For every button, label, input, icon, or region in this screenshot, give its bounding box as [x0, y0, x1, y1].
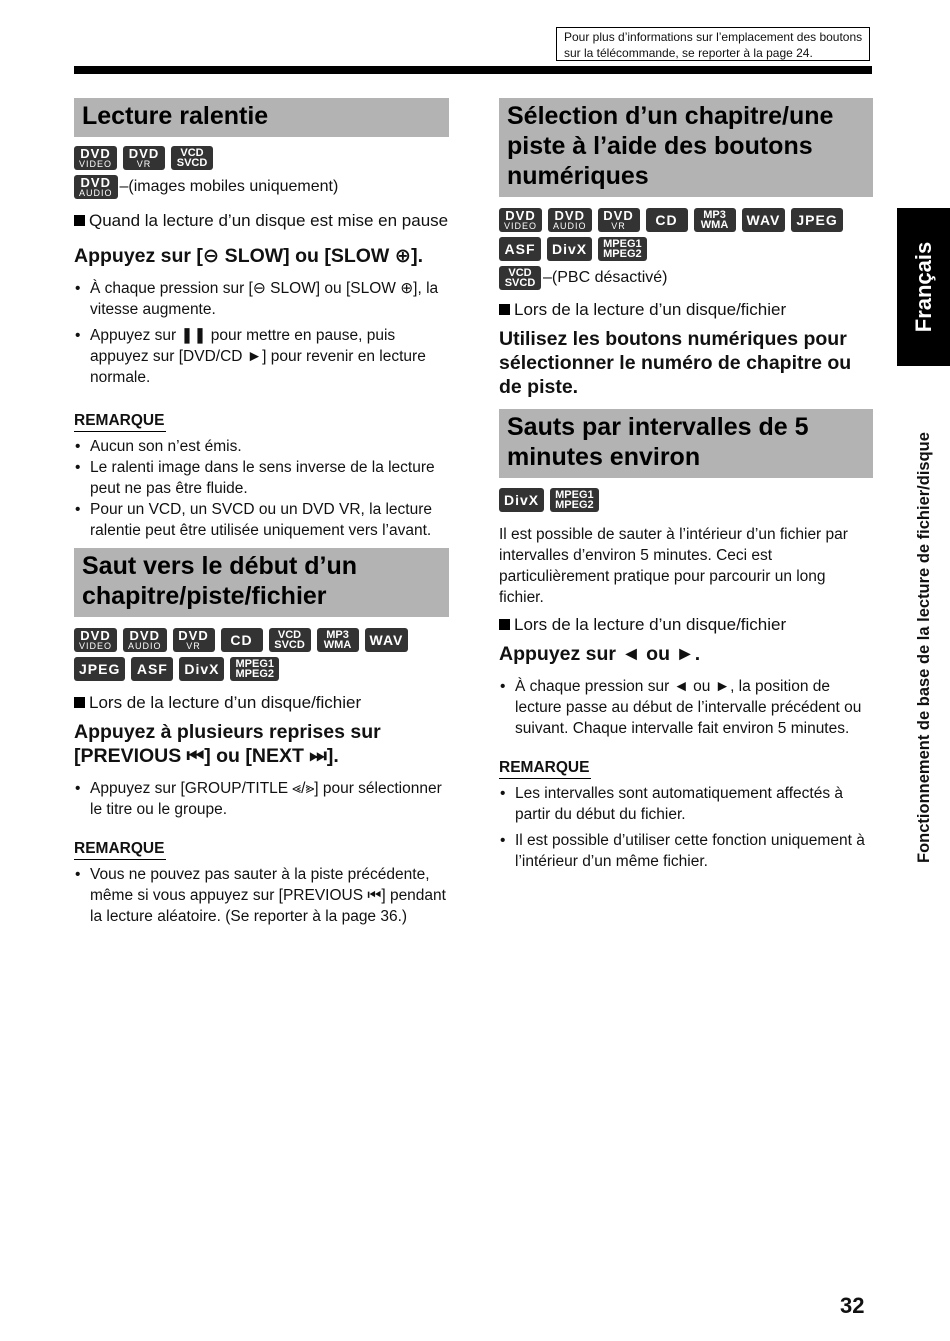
- left-column: [74, 98, 449, 927]
- badge-jpeg: JPEG: [74, 657, 125, 681]
- list-item: • Le ralenti image dans le sens inverse de la lecture peut ne pas être fluide.: [74, 457, 449, 499]
- badge-mpeg1-mpeg2: MPEG1 MPEG2: [230, 657, 279, 681]
- badge-dvd-audio: DVD AUDIO: [74, 175, 118, 199]
- square-bullet-icon: [74, 215, 85, 226]
- interval-description: Il est possible de sauter à l’intérieur d’un fichier par intervalles d’environ 5 minutes. Ceci est particulièrement pratique pour parcourir un long fichier.: [499, 526, 848, 606]
- language-tab: Français: [897, 208, 950, 366]
- badge-dvd-audio: DVD AUDIO: [123, 628, 167, 652]
- remarks-slow: [74, 436, 449, 541]
- badge-note-moving-images: –(images mobiles uniquement): [119, 178, 339, 195]
- badge-dvd-vr: DVD VR: [173, 628, 215, 652]
- badge-note-pbc-off: –(PBC désactivé): [543, 269, 668, 286]
- condition-playback: Lors de la lecture d’un disque/fichier: [74, 691, 449, 714]
- badge-line-vcd: [499, 266, 873, 290]
- remarks-skip: [74, 864, 449, 927]
- instruction-slow: Appuyez sur [⊖ SLOW] ou [SLOW ⊕].: [74, 245, 423, 267]
- badge-cd: CD: [646, 208, 688, 232]
- remark-label: REMARQUE: [499, 758, 591, 779]
- square-bullet-icon: [499, 304, 510, 315]
- section-title-slow-playback: Lecture ralentie: [74, 98, 449, 137]
- instruction-left-right: Appuyez sur ◄ ou ►.: [499, 643, 701, 665]
- badge-asf: ASF: [131, 657, 173, 681]
- section-title-skip-start: Saut vers le début d’un chapitre/piste/fichier: [74, 548, 449, 617]
- badge-cd: CD: [221, 628, 263, 652]
- list-item: • À chaque pression sur ◄ ou ►, la position de lecture passe au début de l’intervalle précédent ou suivant. Chaque intervalle fait environ 5 minutes.: [499, 676, 873, 739]
- badge-dvd-video: DVD VIDEO: [74, 628, 117, 652]
- badge-mpeg1-mpeg2: MPEG1 MPEG2: [598, 237, 647, 261]
- header-rule: [74, 66, 872, 74]
- instruction-number-buttons: Utilisez les boutons numériques pour sélectionner le numéro de chapitre ou de piste.: [499, 328, 852, 398]
- bullets-skip: [74, 778, 449, 820]
- disc-badges-skip: [74, 628, 449, 681]
- list-item: • Appuyez sur [GROUP/TITLE ⪡/⪢] pour sélectionner le titre ou le groupe.: [74, 778, 449, 820]
- badge-dvd-audio: DVD AUDIO: [548, 208, 592, 232]
- badge-mp3-wma: MP3 WMA: [694, 208, 736, 232]
- condition-playback: Lors de la lecture d’un disque/fichier: [499, 613, 873, 636]
- badge-divx: DivX: [547, 237, 592, 261]
- page-reference-note: Pour plus d’informations sur l’emplacement des boutons sur la télécommande, se reporter à la page 24.: [556, 27, 870, 61]
- badge-vcd-svcd: VCD SVCD: [499, 266, 541, 290]
- badge-divx: DivX: [179, 657, 224, 681]
- condition-paused: Quand la lecture d’un disque est mise en pause: [74, 209, 449, 232]
- section-title-5min-intervals: Sauts par intervalles de 5 minutes environ: [499, 409, 873, 478]
- badge-vcd-svcd: VCD SVCD: [171, 146, 213, 170]
- list-item: • Appuyez sur ❚❚ pour mettre en pause, puis appuyez sur [DVD/CD ►] pour revenir en lecture normale.: [74, 325, 449, 388]
- badge-dvd-video: DVD VIDEO: [499, 208, 542, 232]
- list-item: • Les intervalles sont automatiquement affectés à partir du début du fichier.: [499, 783, 873, 825]
- badge-line-dvd-audio: [74, 175, 449, 199]
- disc-badges-interval: [499, 488, 873, 512]
- bullets-slow: [74, 278, 449, 388]
- section-title-number-buttons: Sélection d’un chapitre/une piste à l’aide des boutons numériques: [499, 98, 873, 197]
- badge-jpeg: JPEG: [791, 208, 842, 232]
- remarks-interval: [499, 783, 873, 872]
- badge-wav: WAV: [742, 208, 786, 232]
- disc-badges-number: [499, 208, 873, 261]
- list-item: • Pour un VCD, un SVCD ou un DVD VR, la lecture ralentie peut être utilisée uniquement vers l’avant.: [74, 499, 449, 541]
- badge-dvd-vr: DVD VR: [123, 146, 165, 170]
- badge-dvd-vr: DVD VR: [598, 208, 640, 232]
- badge-mpeg1-mpeg2: MPEG1 MPEG2: [550, 488, 599, 512]
- list-item: • Aucun son n’est émis.: [74, 436, 449, 457]
- badge-vcd-svcd: VCD SVCD: [269, 628, 311, 652]
- square-bullet-icon: [499, 619, 510, 630]
- badge-wav: WAV: [365, 628, 409, 652]
- disc-badges-slow: [74, 146, 449, 170]
- right-column: [499, 98, 873, 877]
- remark-label: REMARQUE: [74, 411, 166, 432]
- bullets-interval: [499, 676, 873, 739]
- badge-divx: DivX: [499, 488, 544, 512]
- list-item: • Il est possible d’utiliser cette fonction uniquement à l’intérieur d’un même fichier.: [499, 830, 873, 872]
- list-item: • À chaque pression sur [⊖ SLOW] ou [SLOW ⊕], la vitesse augmente.: [74, 278, 449, 320]
- condition-playback: Lors de la lecture d’un disque/fichier: [499, 298, 873, 321]
- badge-asf: ASF: [499, 237, 541, 261]
- list-item: • Vous ne pouvez pas sauter à la piste précédente, même si vous appuyez sur [PREVIOUS ⏮] pendant la lecture aléatoire. (Se reporter à la page 36.): [74, 864, 449, 927]
- instruction-previous-next: Appuyez à plusieurs reprises sur [PREVIOUS ⏮] ou [NEXT ⏭].: [74, 721, 381, 767]
- badge-mp3-wma: MP3 WMA: [317, 628, 359, 652]
- square-bullet-icon: [74, 697, 85, 708]
- page-number: 32: [840, 1293, 865, 1318]
- badge-dvd-video: DVD VIDEO: [74, 146, 117, 170]
- remark-label: REMARQUE: [74, 839, 166, 860]
